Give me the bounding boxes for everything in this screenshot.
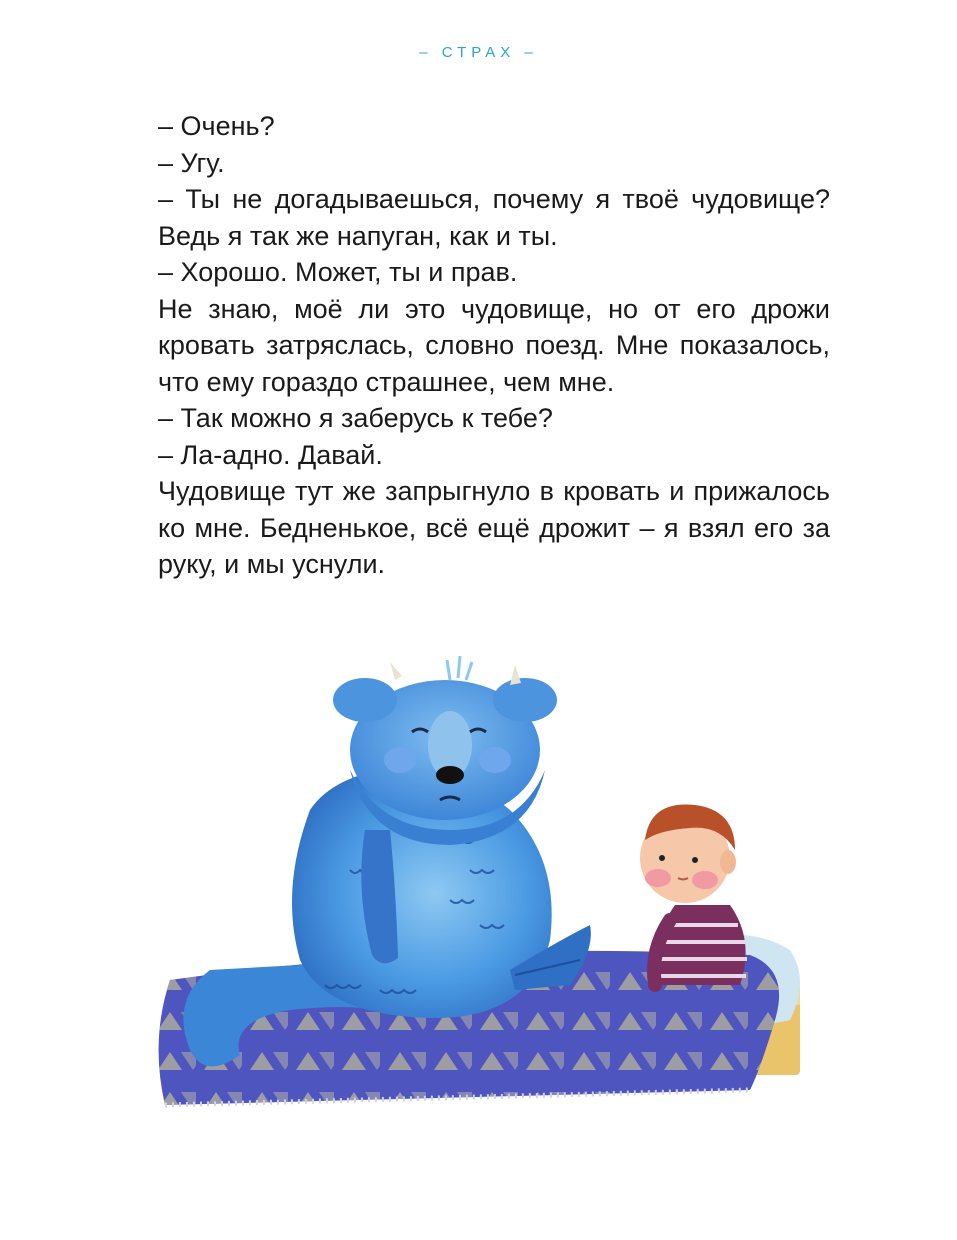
dialogue-line: – Ты не догадываешься, почему я твоё чудовище? Ведь я так же напуган, как и ты. — [158, 184, 830, 251]
monster-and-boy-illustration — [150, 640, 830, 1120]
dialogue-line: – Угу. — [158, 147, 225, 178]
dialogue-line: – Ла-адно. Давай. — [158, 439, 383, 470]
dialogue-line: – Так можно я заберусь к тебе? — [158, 403, 553, 433]
dialogue-line: – Очень? — [158, 111, 275, 141]
story-text — [158, 108, 830, 583]
narration-paragraph: Не знаю, моё ли это чудовище, но от его дрожи кровать затряслась, словно поезд. Мне показалось, что ему гораздо страшнее, чем мне. — [158, 293, 830, 397]
narration-paragraph: Чудовище тут же запрыгнуло в кровать и прижалось ко мне. Бедненькое, всё ещё дрожит – я взял его за руку, и мы уснули. — [158, 476, 830, 579]
boy-icon — [640, 804, 747, 985]
running-header: – СТРАХ – — [419, 44, 538, 61]
dialogue-line: – Хорошо. Может, ты и прав. — [158, 257, 518, 287]
